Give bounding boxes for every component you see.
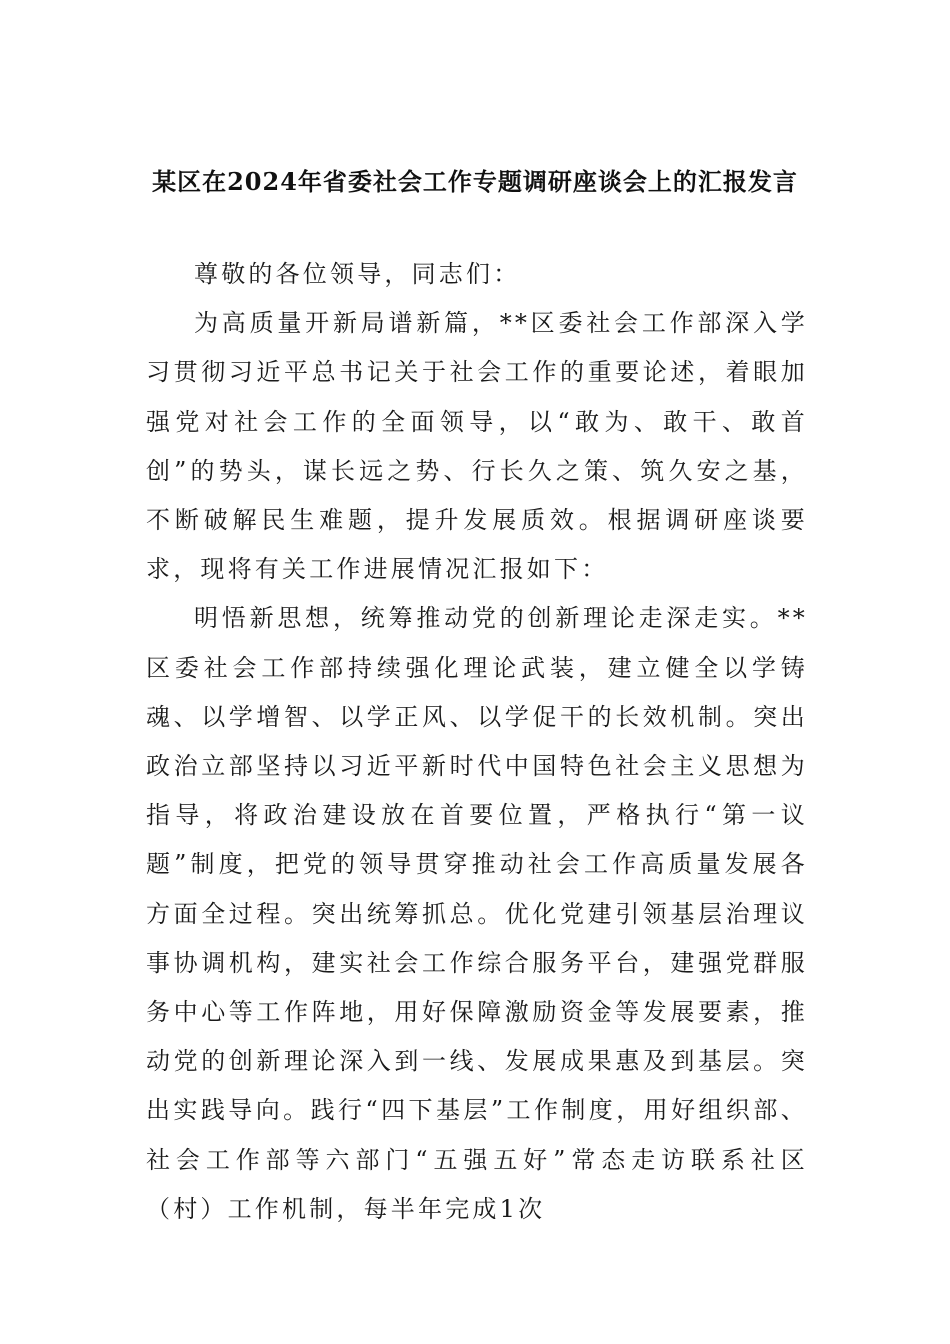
intro-paragraph: 为高质量开新局谱新篇，**区委社会工作部深入学习贯彻习近平总书记关于社会工作的重要论述，着眼加强党对社会工作的全面领导，以“敢为、敢干、敢首创”的势头，谋长远之势、行长久之策、筑久安之基，不断破解民生难题，提升发展质效。根据调研座谈要求，现将有关工作进展情况汇报如下： [146,309,808,584]
document-body [146,250,808,1234]
document-title: 某区在2024年省委社会工作专题调研座谈会上的汇报发言 [152,167,798,196]
body-paragraph: 明悟新思想，统筹推动党的创新理论走深走实。**区委社会工作部持续强化理论武装，建立健全以学铸魂、以学增智、以学正风、以学促干的长效机制。突出政治立部坚持以习近平新时代中国特色社会主义思想为指导，将政治建设放在首要位置，严格执行“第一议题”制度，把党的领导贯穿推动社会工作高质量发展各方面全过程。突出统筹抓总。优化党建引领基层治理议事协调机构，建实社会工作综合服务平台，建强党群服务中心等工作阵地，用好保障激励资金等发展要素，推动党的创新理论深入到一线、发展成果惠及到基层。突出实践导向。践行“四下基层”工作制度，用好组织部、社会工作部等六部门“五强五好”常态走访联系社区（村）工作机制，每半年完成1次 [146,604,808,1223]
salutation-paragraph: 尊敬的各位领导，同志们： [194,260,521,288]
